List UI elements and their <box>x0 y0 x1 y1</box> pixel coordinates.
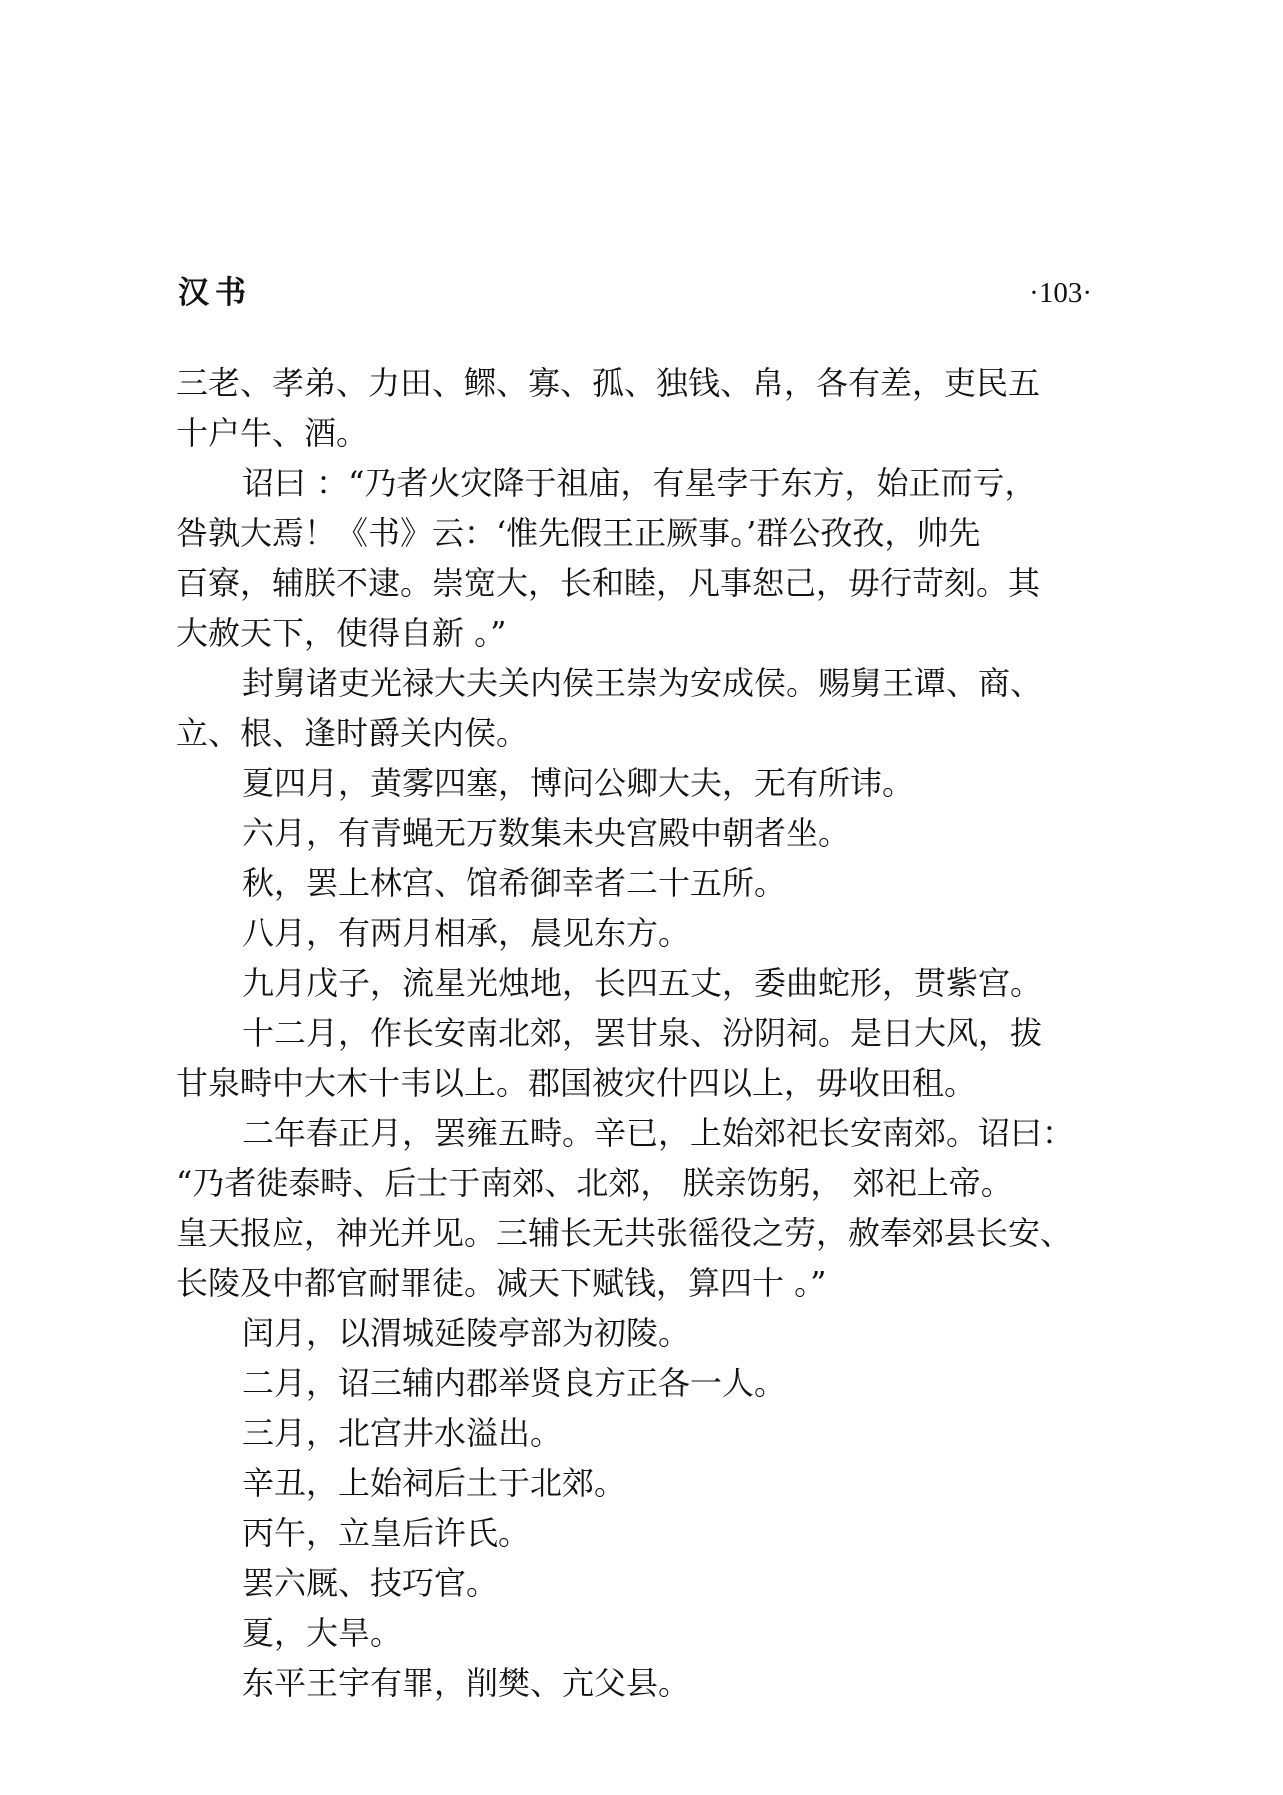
text-line: 封舅诸吏光禄大夫关内侯王崇为安成侯。赐舅王谭、商、 <box>242 664 1043 702</box>
text-line: 长陵及中都官耐罪徒。减天下赋钱，算四十 。” <box>176 1264 827 1302</box>
text-line: 丙午，立皇后许氏。 <box>242 1514 531 1552</box>
text-line: “乃者徙泰畤、后士于南郊、北郊， 朕亲饬躬， 郊祀上帝。 <box>176 1164 1013 1202</box>
text-line: 六月，有青蝇无万数集未央宫殿中朝者坐。 <box>242 814 851 852</box>
text-line: 皇天报应，神光并见。三辅长无共张徭役之劳，赦奉郊县长安、 <box>176 1214 1073 1252</box>
text-line: 立、根、逢时爵关内侯。 <box>176 714 529 752</box>
text-line: 东平王宇有罪，削樊、亢父县。 <box>242 1664 691 1702</box>
page-number: ·103· <box>1029 277 1092 309</box>
text-line: 罢六厩、技巧官。 <box>242 1564 499 1602</box>
page-header <box>178 270 1092 316</box>
text-line: 九月戊子，流星光烛地，长四五丈，委曲蛇形，贯紫宫。 <box>242 964 1043 1002</box>
text-line: 百寮，辅朕不逮。崇宽大，长和睦，凡事恕己，毋行苛刻。其 <box>176 564 1041 602</box>
text-line: 夏四月，黄雾四塞，博问公卿大夫，无有所讳。 <box>242 764 915 802</box>
text-line: 秋，罢上林宫、馆希御幸者二十五所。 <box>242 864 787 902</box>
text-line: 大赦天下，使得自新 。” <box>176 614 507 652</box>
text-line: 二年春正月，罢雍五畤。辛已，上始郊祀长安南郊。诏曰： <box>242 1114 1075 1152</box>
text-line: 二月，诏三辅内郡举贤良方正各一人。 <box>242 1364 787 1402</box>
text-line: 三月，北宫井水溢出。 <box>242 1414 563 1452</box>
body-text <box>176 358 1096 1708</box>
text-line: 三老、孝弟、力田、鳏、寡、孤、独钱、帛，各有差，吏民五 <box>176 364 1041 402</box>
text-line: 闰月，以渭城延陵亭部为初陵。 <box>242 1314 691 1352</box>
running-title: 汉书 <box>178 275 252 311</box>
text-line: 咎孰大焉！《书》云：‘惟先假王正厥事。’群公孜孜，帅先 <box>176 514 981 552</box>
text-line: 诏曰 ：“乃者火灾降于祖庙，有星孛于东方，始正而亏， <box>242 464 1037 502</box>
text-line: 甘泉畤中大木十韦以上。郡国被灾什四以上，毋收田租。 <box>176 1064 977 1102</box>
text-line: 夏，大旱。 <box>242 1614 403 1652</box>
text-line: 十户牛、酒。 <box>176 414 369 452</box>
text-line: 八月，有两月相承，晨见东方。 <box>242 914 691 952</box>
text-line: 十二月，作长安南北郊，罢甘泉、汾阴祠。是日大风，拔 <box>242 1014 1043 1052</box>
text-line: 辛丑，上始祠后土于北郊。 <box>242 1464 627 1502</box>
